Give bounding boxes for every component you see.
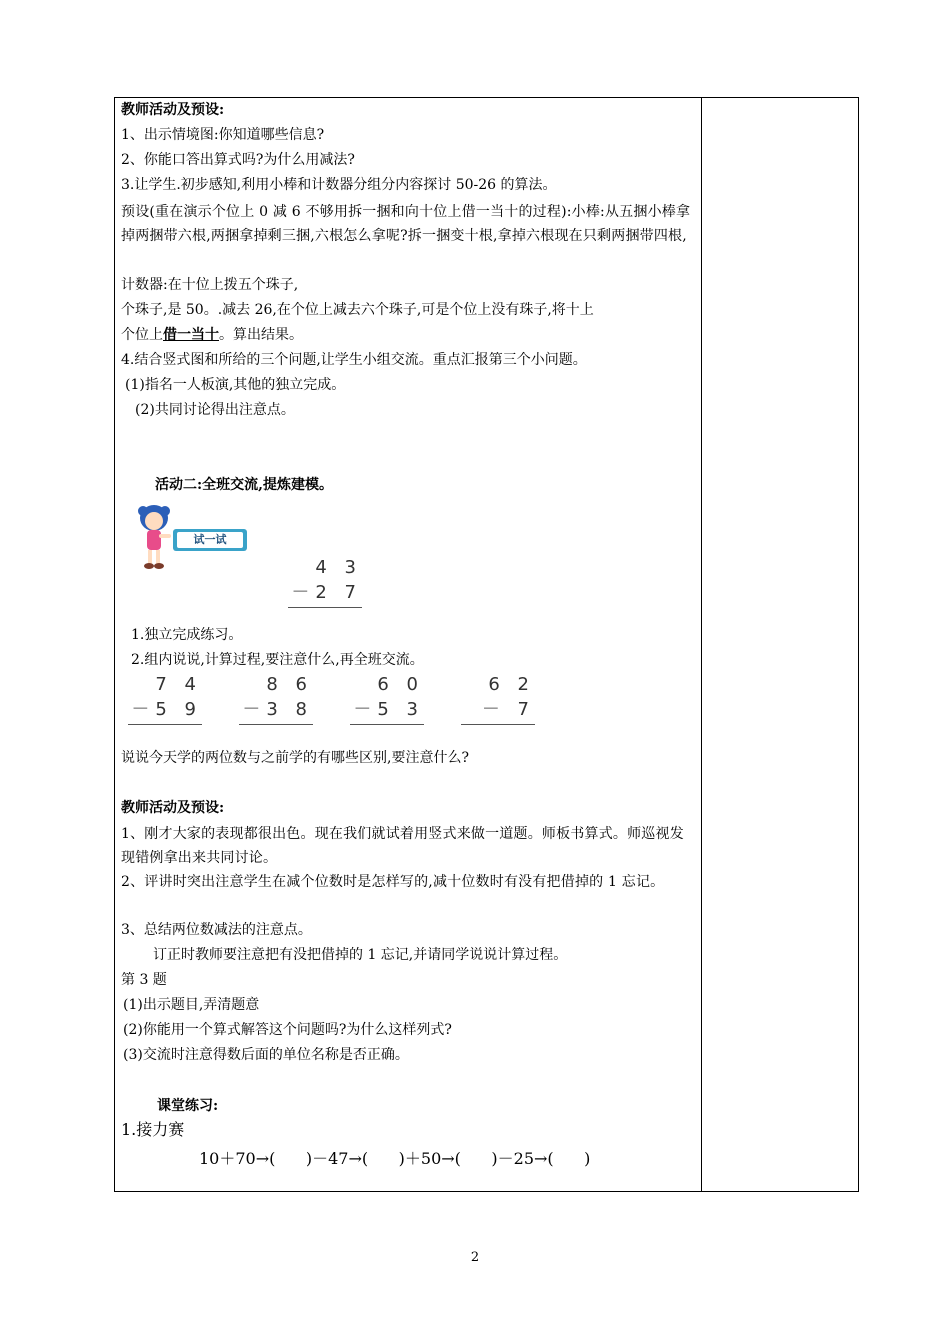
section1-line-7-end: 。算出结果。 (219, 327, 303, 343)
exercise-3 (350, 674, 424, 725)
practice-item: 1.接力赛 (121, 1120, 185, 1139)
section1-line-9: (1)指名一人板演,其他的独立完成。 (125, 377, 346, 393)
activity2-title: 活动二:全班交流,提炼建模。 (155, 477, 334, 493)
section2-heading: 教师活动及预设: (121, 800, 225, 816)
exercise-3-line (350, 724, 424, 725)
example-top: 4 3 (315, 557, 362, 578)
exercise-2-top: 8 6 (266, 674, 313, 695)
section1-line-4: 预设(重在演示个位上 0 减 6 不够用拆一捆和向十位上借一当十的过程):小棒:从五捆小棒拿掉两捆带六根,两捆拿掉剩三捆,六根怎么拿呢?拆一捆变十根,拿掉六根现在只剩两捆带四根, (121, 204, 691, 244)
girl-character-icon (134, 502, 178, 572)
relay-race-equation: 10＋70→( )－47→( )＋50→( )－25→( ) (199, 1149, 591, 1168)
page-number: 2 (470, 1250, 480, 1265)
exercise-1-line (128, 724, 202, 725)
try-it-label: 试一试 (177, 532, 243, 548)
exercise-4-bottom: － 7 (481, 699, 535, 720)
exercise-2-bottom: －3 8 (242, 699, 313, 720)
exercise-1 (128, 674, 202, 725)
activity2-task-2: 2.组内说说,计算过程,要注意什么,再全班交流。 (131, 652, 424, 668)
section2-line-1: 1、刚才大家的表现都很出色。现在我们就试着用竖式来做一道题。师板书算式。师巡视发现错例拿出来共同讨论。 (121, 826, 684, 866)
exercise-3-bottom: －5 3 (353, 699, 424, 720)
try-it-badge (173, 529, 247, 551)
exercise-4 (461, 674, 535, 725)
section2-line-6: (1)出示题目,弄清题意 (123, 997, 260, 1013)
exercise-4-line (461, 724, 535, 725)
section2-line-7: (2)你能用一个算式解答这个问题吗?为什么这样列式? (123, 1022, 452, 1038)
section1-line-2: 2、你能口答出算式吗?为什么用减法? (121, 152, 355, 168)
exercise-2 (239, 674, 313, 725)
section2-line-3: 3、总结两位数减法的注意点。 (121, 922, 312, 938)
activity2-task-1: 1.独立完成练习。 (131, 627, 243, 643)
activity2-question: 说说今天学的两位数与之前学的有哪些区别,要注意什么? (121, 750, 469, 766)
exercise-2-line (239, 724, 313, 725)
section1-line-6: 个珠子,是 50。.减去 26,在个位上减去六个珠子,可是个位上没有珠子,将十上 (121, 302, 594, 318)
section1-heading: 教师活动及预设: (121, 102, 225, 118)
exercise-3-top: 6 0 (377, 674, 424, 695)
example-bottom: －2 7 (291, 582, 362, 603)
section1-line-7-text: 个位上 (121, 327, 163, 343)
exercise-1-bottom: －5 9 (131, 699, 202, 720)
section1-line-10: (2)共同讨论得出注意点。 (135, 402, 295, 418)
table-column-divider (701, 97, 702, 1192)
borrow-term: 借一当十 (163, 327, 219, 343)
section2-line-8: (3)交流时注意得数后面的单位名称是否正确。 (123, 1047, 409, 1063)
section2-line-2: 2、评讲时突出注意学生在减个位数时是怎样写的,减十位数时有没有把借掉的 1 忘记。 (121, 874, 665, 890)
exercise-4-top: 6 2 (488, 674, 535, 695)
exercise-1-top: 7 4 (155, 674, 202, 695)
section2-line-4: 订正时教师要注意把有没把借掉的 1 忘记,并请同学说说计算过程。 (153, 947, 568, 963)
section1-line-5: 计数器:在十位上拨五个珠子, (121, 277, 299, 293)
section2-line-5: 第 3 题 (121, 972, 167, 988)
section1-line-8: 4.结合竖式图和所给的三个问题,让学生小组交流。重点汇报第三个小问题。 (121, 352, 587, 368)
practice-title: 课堂练习: (157, 1098, 219, 1114)
section1-line-1: 1、出示情境图:你知道哪些信息? (121, 127, 325, 143)
section1-line-3: 3.让学生.初步感知,利用小棒和计数器分组分内容探讨 50-26 的算法。 (121, 177, 557, 193)
example-line (288, 607, 362, 608)
section1-line-7 (121, 325, 303, 345)
example-calculation (288, 557, 362, 608)
